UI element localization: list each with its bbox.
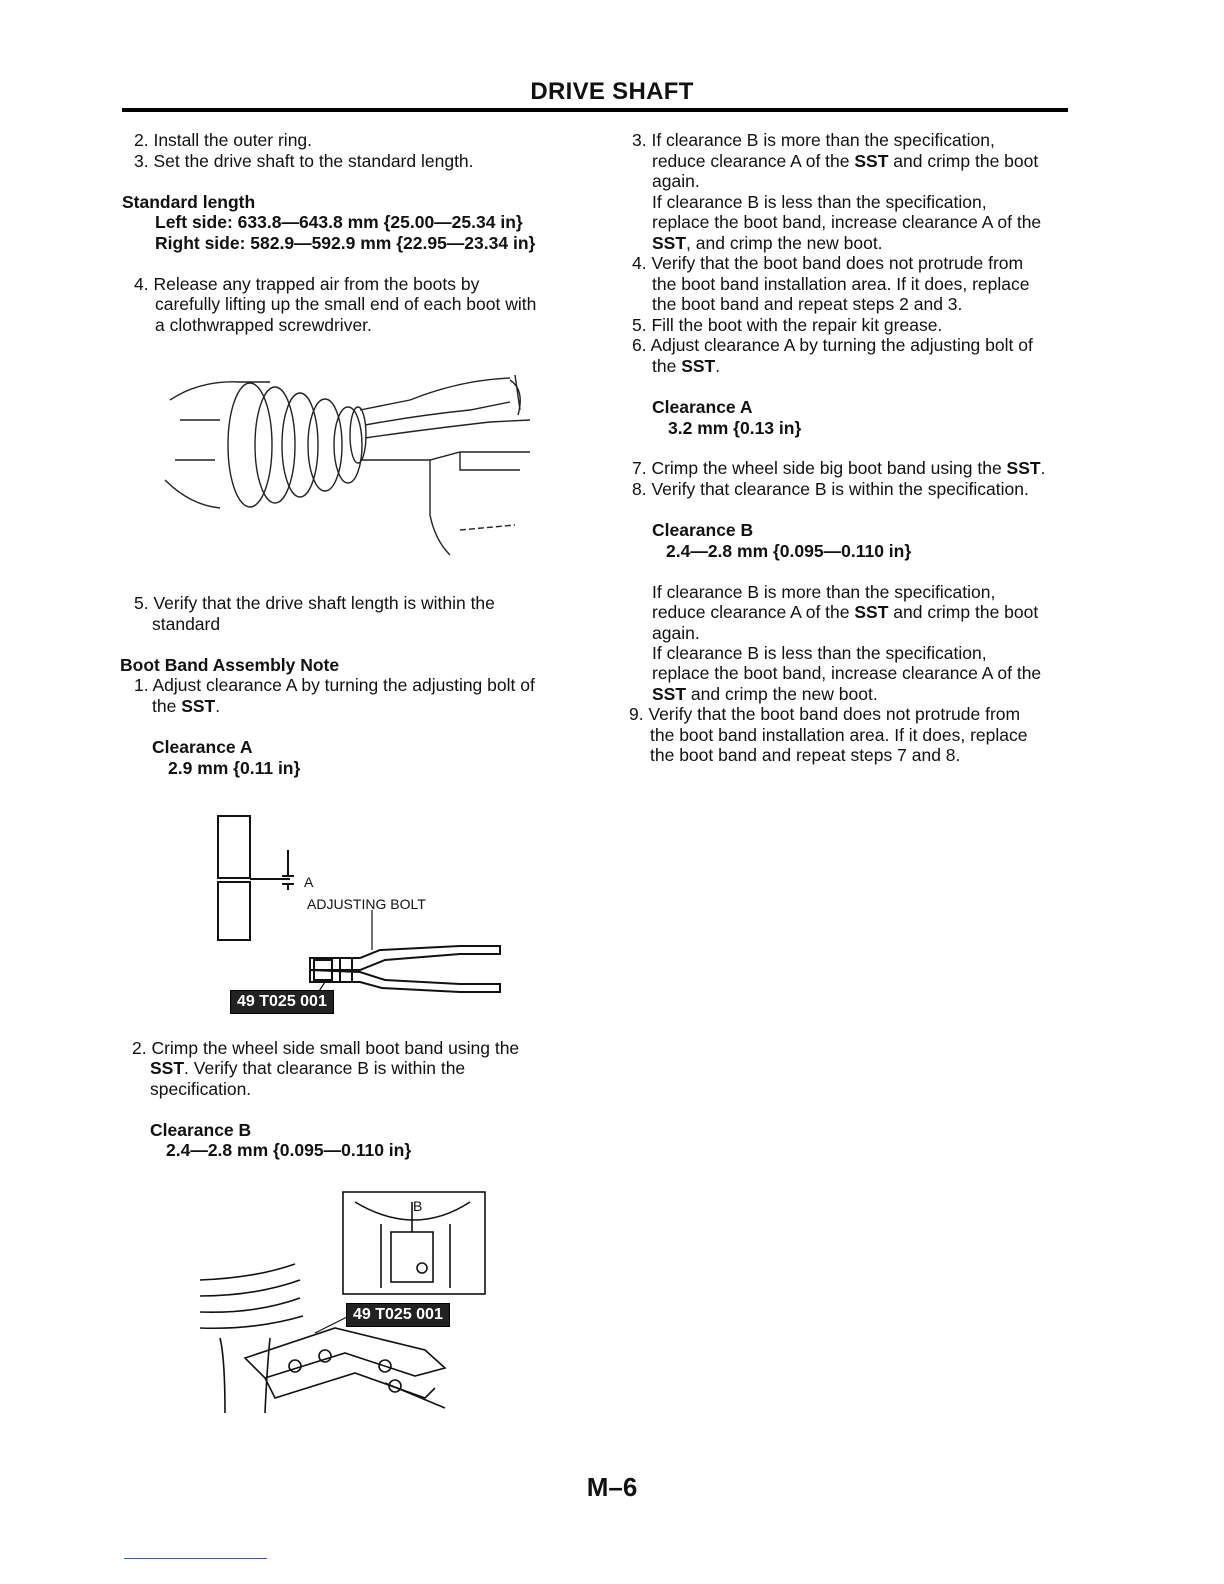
right-step-9-line-2: the boot band installation area. If it does, replace <box>650 725 1028 745</box>
fig2-tool-number: 49 T025 001 <box>230 990 334 1014</box>
page-number: M–6 <box>586 1472 638 1502</box>
right-clearance-b-value: 2.4—2.8 mm {0.095—0.110 in} <box>666 541 912 561</box>
right-step-3-line-2: reduce clearance A of the SST and crimp the boot <box>652 151 1039 171</box>
left-clearance-b-heading: Clearance B <box>150 1120 252 1140</box>
bba-step-2-line-2: SST. Verify that clearance B is within the <box>150 1058 466 1078</box>
footer-line <box>124 1558 267 1559</box>
right-step-5: 5. Fill the boot with the repair kit grease. <box>632 315 943 335</box>
bba-step-1-line-1: 1. Adjust clearance A by turning the adjusting bolt of <box>134 675 535 695</box>
left-clearance-b-value: 2.4—2.8 mm {0.095—0.110 in} <box>166 1140 412 1160</box>
right-para-line-1: If clearance B is more than the specification, <box>652 582 996 602</box>
right-clearance-a-heading: Clearance A <box>652 397 753 417</box>
right-step-3-line-4: If clearance B is less than the specification, <box>652 192 987 212</box>
page-title: DRIVE SHAFT <box>530 78 694 105</box>
right-step-8: 8. Verify that clearance B is within the specification. <box>632 479 1029 499</box>
sst-adjusting-bolt-figure <box>210 810 520 1020</box>
right-step-3-line-6: SST, and crimp the new boot. <box>652 233 883 253</box>
left-step-2: 2. Install the outer ring. <box>134 130 313 150</box>
right-step-3-line-5: replace the boot band, increase clearance A of the <box>652 212 1042 232</box>
boot-screwdriver-figure <box>160 360 540 570</box>
fig2-label-a: A <box>304 874 314 890</box>
bba-step-2-line-1: 2. Crimp the wheel side small boot band using the <box>132 1038 520 1058</box>
right-step-4-line-2: the boot band installation area. If it does, replace <box>652 274 1030 294</box>
right-clearance-b-heading: Clearance B <box>652 520 754 540</box>
right-step-4-line-1: 4. Verify that the boot band does not protrude from <box>632 253 1024 273</box>
right-step-4-line-3: the boot band and repeat steps 2 and 3. <box>652 294 963 314</box>
left-step-4-line-1: 4. Release any trapped air from the boots by <box>134 274 480 294</box>
right-step-6-line-1: 6. Adjust clearance A by turning the adjusting bolt of <box>632 335 1033 355</box>
left-step-5-line-2: standard <box>152 614 221 634</box>
standard-length-right: Right side: 582.9—592.9 mm {22.95—23.34 in} <box>155 233 536 253</box>
right-step-6-line-2: the SST. <box>652 356 721 376</box>
right-clearance-a-value: 3.2 mm {0.13 in} <box>668 418 802 438</box>
right-step-9-line-1: 9. Verify that the boot band does not protrude from <box>629 704 1021 724</box>
right-step-9-line-3: the boot band and repeat steps 7 and 8. <box>650 745 961 765</box>
header-rule <box>122 108 1068 112</box>
right-step-7: 7. Crimp the wheel side big boot band using the SST. <box>632 458 1046 478</box>
right-para-line-6: SST and crimp the new boot. <box>652 684 878 704</box>
boot-band-assembly-heading: Boot Band Assembly Note <box>120 655 340 675</box>
left-step-4-line-2: carefully lifting up the small end of each boot with <box>155 294 537 314</box>
left-clearance-a-heading: Clearance A <box>152 737 253 757</box>
left-clearance-a-value: 2.9 mm {0.11 in} <box>168 758 301 778</box>
right-para-line-4: If clearance B is less than the specification, <box>652 643 987 663</box>
right-para-line-3: again. <box>652 623 700 643</box>
fig2-label-adjusting-bolt: ADJUSTING BOLT <box>307 896 426 912</box>
right-step-3-line-1: 3. If clearance B is more than the specification, <box>632 130 995 150</box>
standard-length-left: Left side: 633.8—643.8 mm {25.00—25.34 in} <box>155 212 523 232</box>
left-step-4-line-3: a clothwrapped screwdriver. <box>155 315 372 335</box>
fig3-label-b: B <box>413 1198 423 1214</box>
bba-step-1-line-2: the SST. <box>152 696 221 716</box>
right-para-line-2: reduce clearance A of the SST and crimp the boot <box>652 602 1039 622</box>
left-step-5-line-1: 5. Verify that the drive shaft length is within the <box>134 593 495 613</box>
crimp-tool-figure <box>195 1188 495 1423</box>
bba-step-2-line-3: specification. <box>150 1079 252 1099</box>
fig3-tool-number: 49 T025 001 <box>346 1303 450 1327</box>
right-step-3-line-3: again. <box>652 171 700 191</box>
standard-length-heading: Standard length <box>122 192 256 212</box>
right-para-line-5: replace the boot band, increase clearance A of the <box>652 663 1042 683</box>
left-step-3: 3. Set the drive shaft to the standard length. <box>134 151 474 171</box>
